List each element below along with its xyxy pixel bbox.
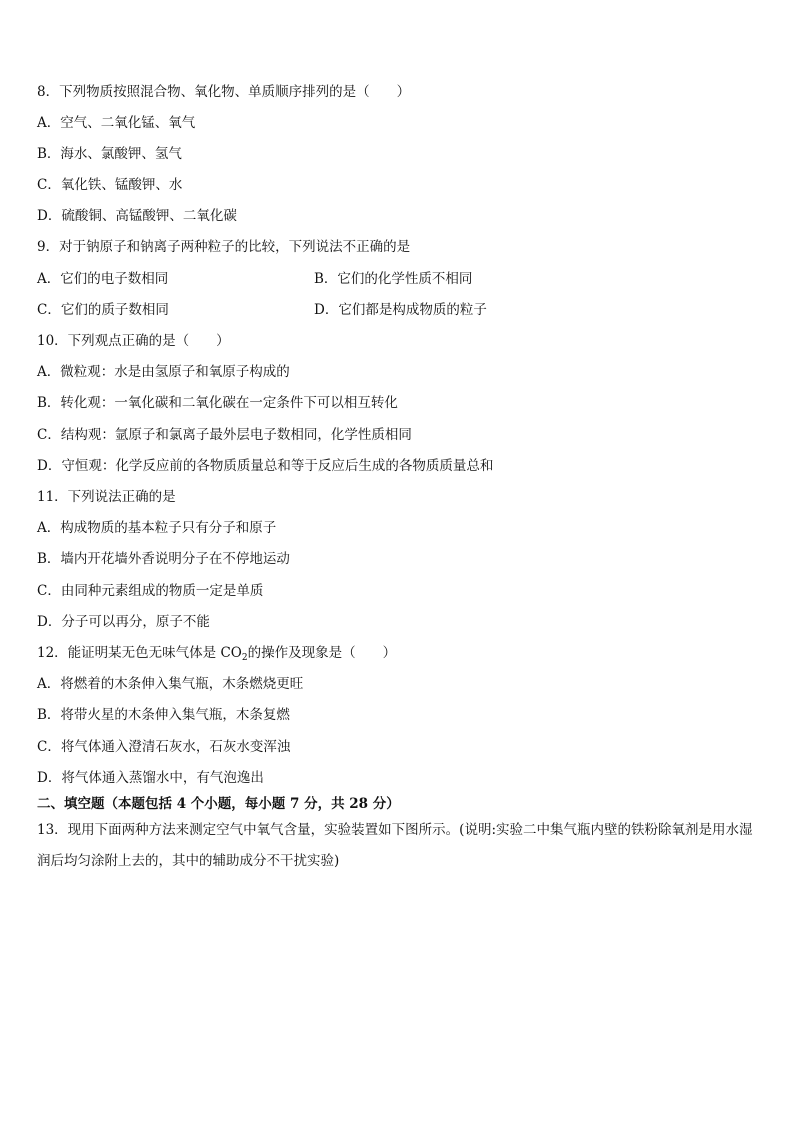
question-11-option-c: C．由同种元素组成的物质一定是单质 — [37, 583, 264, 599]
question-11-option-d: D．分子可以再分，原子不能 — [37, 614, 210, 630]
question-11-stem: 11．下列说法正确的是 — [37, 489, 176, 505]
question-10-option-a: A．微粒观：水是由氢原子和氧原子构成的 — [37, 364, 290, 380]
question-12-stem-text: 12．能证明某无色无味气体是 CO — [37, 645, 242, 661]
question-8-stem: 8．下列物质按照混合物、氧化物、单质顺序排列的是（ ） — [37, 84, 411, 100]
question-12-option-d: D．将气体通入蒸馏水中，有气泡逸出 — [37, 770, 264, 786]
question-9-option-d: D．它们都是构成物质的粒子 — [314, 302, 487, 318]
question-10-stem: 10．下列观点正确的是（ ） — [37, 333, 230, 349]
question-12-option-b: B．将带火星的木条伸入集气瓶，木条复燃 — [37, 707, 290, 723]
section-2-title: 二、填空题（本题包括 4 个小题，每小题 7 分，共 28 分） — [37, 796, 400, 812]
question-10-option-d: D．守恒观：化学反应前的各物质质量总和等于反应后生成的各物质质量总和 — [37, 458, 494, 474]
co2-subscript: 2 — [241, 653, 248, 663]
question-9-option-b: B．它们的化学性质不相同 — [314, 271, 473, 287]
question-12-stem — [37, 644, 396, 662]
question-8-option-a: A．空气、二氧化锰、氧气 — [37, 115, 196, 131]
question-10-option-c: C．结构观：氩原子和氯离子最外层电子数相同，化学性质相同 — [37, 427, 412, 443]
question-12-stem-text-end: 的操作及现象是（ ） — [247, 645, 397, 661]
question-13-stem: 13．现用下面两种方法来测定空气中氧气含量，实验装置如下图所示。(说明:实验二中集气瓶内壁的铁粉除氧剂是用水湿润后均匀涂附上去的，其中的辅助成分不干扰实验) — [37, 822, 753, 869]
question-9-option-a: A．它们的电子数相同 — [37, 271, 169, 287]
question-11-option-a: A．构成物质的基本粒子只有分子和原子 — [37, 520, 277, 536]
question-12-option-a: A．将燃着的木条伸入集气瓶，木条燃烧更旺 — [37, 676, 304, 692]
question-8-option-b: B．海水、氯酸钾、氢气 — [37, 146, 182, 162]
question-10-option-b: B．转化观：一氧化碳和二氧化碳在一定条件下可以相互转化 — [37, 395, 398, 411]
question-11-option-b: B．墙内开花墙外香说明分子在不停地运动 — [37, 551, 290, 567]
question-8-option-c: C．氧化铁、锰酸钾、水 — [37, 177, 183, 193]
question-12-option-c: C．将气体通入澄清石灰水，石灰水变浑浊 — [37, 739, 291, 755]
question-8-option-d: D．硫酸铜、高锰酸钾、二氧化碳 — [37, 208, 237, 224]
question-9-stem: 9．对于钠原子和钠离子两种粒子的比较，下列说法不正确的是 — [37, 239, 411, 255]
question-9-option-c: C．它们的质子数相同 — [37, 302, 169, 318]
